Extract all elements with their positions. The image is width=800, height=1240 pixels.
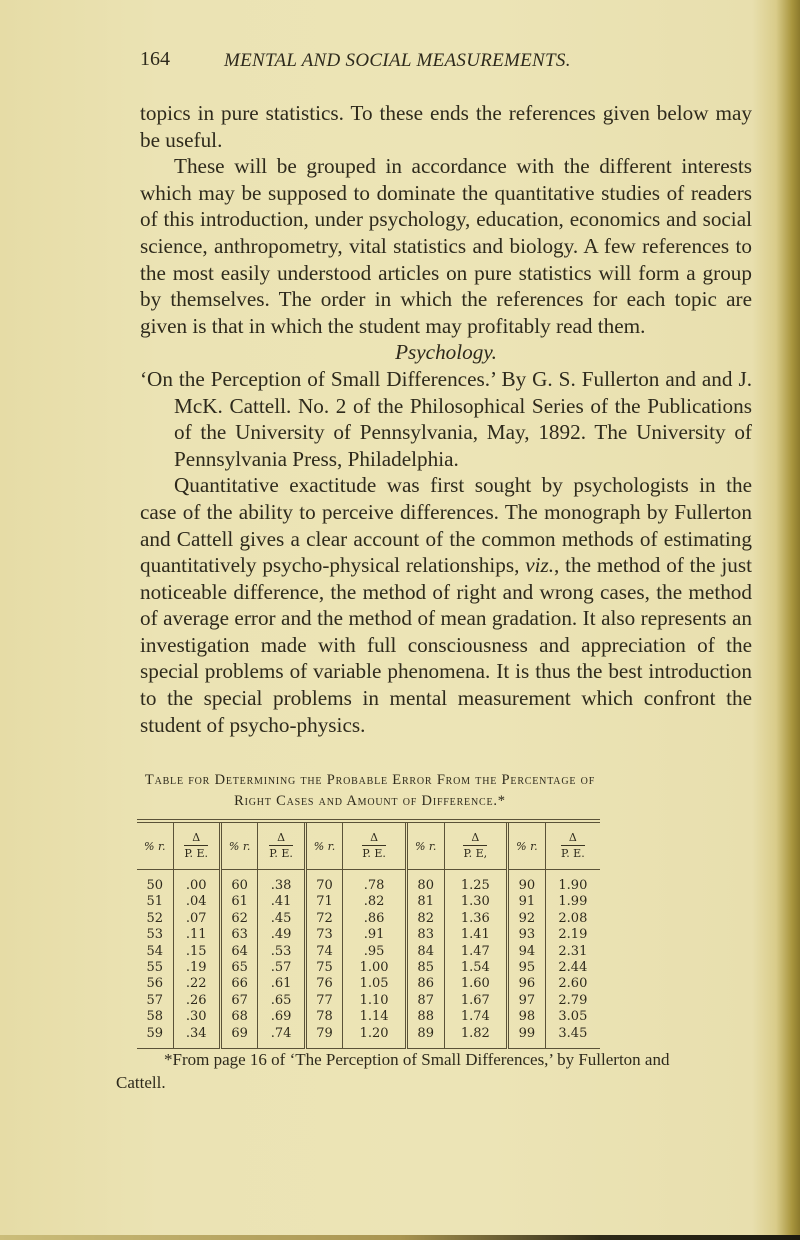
cell-percent-right: 59: [137, 1026, 173, 1049]
cell-delta-pe-ratio: .57: [258, 960, 305, 976]
cell-delta-pe-ratio: 1.54: [444, 960, 508, 976]
cell-delta-pe-ratio: .11: [173, 927, 220, 943]
cell-percent-right: 90: [508, 870, 546, 895]
cell-percent-right: 79: [305, 1026, 343, 1049]
header-delta-pe: $\frac{\Delta}{P. E.}$: [343, 823, 407, 870]
cell-delta-pe-ratio: .07: [173, 911, 220, 927]
cell-delta-pe-ratio: .69: [258, 1009, 305, 1025]
cell-percent-right: 89: [406, 1026, 444, 1049]
cell-delta-pe-ratio: 1.82: [444, 1026, 508, 1049]
cell-percent-right: 77: [305, 993, 343, 1009]
cell-delta-pe-ratio: 1.30: [444, 894, 508, 910]
cell-delta-pe-ratio: 1.60: [444, 976, 508, 992]
cell-percent-right: 52: [137, 911, 173, 927]
cell-percent-right: 98: [508, 1009, 546, 1025]
cell-delta-pe-ratio: 1.67: [444, 993, 508, 1009]
footnote: [116, 1048, 752, 1094]
footnote-continuation: Cattell.: [116, 1073, 166, 1092]
paragraph-grouping: These will be grouped in accordance with the different interests which may be supposed to dominate the quantitative studies of readers of this introduction, under psychology, education, economics and social science, anthropometry, vital statistics and biology. A few references to the most easily understood articles on pure statistics will form a group by themselves. The order in which the references for each topic are given is that in which the student may profitably read them.: [140, 154, 752, 338]
table-title-line-1: Table for Determining the Probable Error From the Percentage of: [144, 772, 596, 788]
cell-percent-right: 91: [508, 894, 546, 910]
table-row: [137, 944, 600, 960]
cell-percent-right: 56: [137, 976, 173, 992]
cell-delta-pe-ratio: .04: [173, 894, 220, 910]
cell-percent-right: 66: [220, 976, 258, 992]
cell-percent-right: 74: [305, 944, 343, 960]
cell-percent-right: 68: [220, 1009, 258, 1025]
paragraph-continuation: topics in pure statistics. To these ends the references given below may be useful.: [140, 101, 752, 152]
cell-delta-pe-ratio: .49: [258, 927, 305, 943]
table-row: [137, 1026, 600, 1049]
cell-percent-right: 72: [305, 911, 343, 927]
cell-percent-right: 82: [406, 911, 444, 927]
page-number: 164: [140, 48, 170, 70]
cell-delta-pe-ratio: 3.05: [558, 1009, 588, 1025]
cell-delta-pe-ratio: .34: [173, 1026, 220, 1049]
cell-delta-pe-ratio: 1.00: [343, 960, 407, 976]
table-title: [130, 770, 610, 812]
cell-percent-right: 57: [137, 993, 173, 1009]
header-delta-pe: $\frac{\Delta}{P. E.}$: [258, 823, 305, 870]
cell-delta-pe-ratio: 2.31: [558, 943, 588, 959]
cell-delta-pe-ratio: 1.41: [444, 927, 508, 943]
cell-percent-right: 63: [220, 927, 258, 943]
cell-percent-right: 54: [137, 944, 173, 960]
paragraph-commentary: [140, 472, 752, 738]
cell-percent-right: 55: [137, 960, 173, 976]
cell-percent-right: 67: [220, 993, 258, 1009]
header-percent-right: % r.: [406, 823, 444, 870]
cell-delta-pe-ratio: 2.79: [558, 992, 588, 1008]
cell-percent-right: 92: [508, 911, 546, 927]
cell-delta-pe-ratio: .78: [343, 870, 407, 895]
cell-delta-pe-ratio: .19: [173, 960, 220, 976]
header-delta-pe: $\frac{\Delta}{P. E.}$: [545, 823, 600, 870]
table-title-line-2: Right Cases and Amount of Difference.*: [234, 793, 506, 809]
cell-percent-right: 80: [406, 870, 444, 895]
cell-percent-right: 93: [508, 927, 546, 943]
table-row: [137, 1009, 600, 1025]
cell-percent-right: 87: [406, 993, 444, 1009]
footnote-text: *From page 16 of ‘The Perception of Small Differences,’ by Fullerton and: [164, 1050, 670, 1069]
cell-delta-pe-ratio: .38: [258, 870, 305, 895]
cell-delta-pe-ratio: .26: [173, 993, 220, 1009]
delta-symbol: Δ: [463, 831, 487, 846]
cell-percent-right: 64: [220, 944, 258, 960]
cell-percent-right: 84: [406, 944, 444, 960]
cell-delta-pe-ratio: 1.90: [558, 878, 588, 893]
running-head: [140, 48, 660, 78]
cell-delta-pe-ratio: .53: [258, 944, 305, 960]
cell-delta-pe-ratio: .86: [343, 911, 407, 927]
cell-delta-pe-ratio: .22: [173, 976, 220, 992]
cell-delta-pe-ratio: 1.10: [343, 993, 407, 1009]
header-delta-pe: $\frac{\Delta}{P. E.}$: [173, 823, 220, 870]
cell-delta-pe-ratio: 1.47: [444, 944, 508, 960]
header-percent-right: % r.: [305, 823, 343, 870]
cell-delta-pe-ratio: .41: [258, 894, 305, 910]
cell-percent-right: 99: [508, 1026, 546, 1049]
cell-percent-right: 69: [220, 1026, 258, 1049]
section-heading-psychology: Psychology.: [395, 340, 497, 365]
header-percent-right: % r.: [220, 823, 258, 870]
cell-percent-right: 53: [137, 927, 173, 943]
table-row: [137, 960, 600, 976]
cell-delta-pe-ratio: 1.99: [558, 894, 588, 910]
cell-delta-pe-ratio: 2.60: [558, 976, 588, 992]
cell-delta-pe-ratio: .61: [258, 976, 305, 992]
header-percent-right: % r.: [508, 823, 546, 870]
commentary-text-1: Quantitative exactitude was first sought by psychologists in the case of the ability to perceive differences. The monograph by Fullerton and Cattell gives a clear account of the common methods of estimating quantitatively psycho-physical relationships,: [140, 473, 752, 578]
cell-delta-pe-ratio: 2.19: [558, 927, 588, 943]
cell-percent-right: 75: [305, 960, 343, 976]
cell-percent-right: 96: [508, 976, 546, 992]
table-row: [137, 976, 600, 992]
cell-delta-pe-ratio: 1.36: [444, 911, 508, 927]
commentary-viz: viz.: [525, 553, 555, 578]
cell-percent-right: 61: [220, 894, 258, 910]
cell-percent-right: 76: [305, 976, 343, 992]
header-percent-right: % r.: [137, 823, 173, 870]
table-header-row: [137, 823, 600, 870]
commentary-text-2: , the method of the just noticeable difference, the method of right and wrong cases, the method of average error and the method of mean gradation. It also represents an investigation made with full consciousness and appreciation of the special problems of variable phenomena. It is thus the best introduction to the special problems in mental measurement which confront the student of psycho-physics.: [140, 553, 752, 737]
cell-percent-right: 73: [305, 927, 343, 943]
cell-percent-right: 97: [508, 993, 546, 1009]
page-bottom-edge: [0, 1235, 800, 1240]
cell-delta-pe-ratio: .65: [258, 993, 305, 1009]
cell-delta-pe-ratio: 2.08: [558, 910, 588, 926]
table-body: [137, 870, 600, 1049]
cell-delta-pe-ratio: .82: [343, 894, 407, 910]
delta-symbol: Δ: [561, 831, 585, 846]
cell-percent-right: 65: [220, 960, 258, 976]
cell-percent-right: 85: [406, 960, 444, 976]
table-row: [137, 911, 600, 927]
cell-delta-pe-ratio: .00: [173, 870, 220, 895]
cell-percent-right: 71: [305, 894, 343, 910]
running-title: MENTAL AND SOCIAL MEASUREMENTS.: [224, 50, 571, 71]
cell-percent-right: 60: [220, 870, 258, 895]
cell-delta-pe-ratio: .91: [343, 927, 407, 943]
cell-percent-right: 81: [406, 894, 444, 910]
table-row: [137, 927, 600, 943]
body-text-intro: [140, 100, 752, 738]
table-row: [137, 870, 600, 895]
cell-delta-pe-ratio: 1.25: [444, 870, 508, 895]
cell-delta-pe-ratio: 2.44: [558, 960, 588, 976]
probable-error-table: [137, 819, 600, 1049]
cell-percent-right: 50: [137, 870, 173, 895]
cell-percent-right: 94: [508, 944, 546, 960]
delta-symbol: Δ: [184, 831, 208, 846]
cell-delta-pe-ratio: .74: [258, 1026, 305, 1049]
cell-delta-pe-ratio: .45: [258, 911, 305, 927]
cell-percent-right: 62: [220, 911, 258, 927]
cell-delta-pe-ratio: 1.74: [444, 1009, 508, 1025]
delta-symbol: Δ: [362, 831, 386, 846]
cell-delta-pe-ratio: 1.20: [343, 1026, 407, 1049]
cell-percent-right: 51: [137, 894, 173, 910]
cell-delta-pe-ratio: .95: [343, 944, 407, 960]
cell-delta-pe-ratio: 3.45: [545, 1026, 600, 1049]
table-row: [137, 993, 600, 1009]
cell-percent-right: 83: [406, 927, 444, 943]
cell-percent-right: 58: [137, 1009, 173, 1025]
cell-percent-right: 86: [406, 976, 444, 992]
cell-delta-pe-ratio: 1.14: [343, 1009, 407, 1025]
cell-delta-pe-ratio: 1.05: [343, 976, 407, 992]
cell-percent-right: 95: [508, 960, 546, 976]
header-delta-pe: $\frac{\Delta}{P. E,}$: [444, 823, 508, 870]
cell-delta-pe-ratio: .30: [173, 1009, 220, 1025]
cell-percent-right: 88: [406, 1009, 444, 1025]
pe-table: [137, 823, 600, 1049]
delta-symbol: Δ: [269, 831, 293, 846]
cell-percent-right: 78: [305, 1009, 343, 1025]
reference-entry: ‘On the Perception of Small Differences.’ By G. S. Fullerton and and J. McK. Cattell. No. 2 of the Philosophical Series of the Publications of the University of Pennsylvania, May, 1892. The University of Pennsylvania Press, Philadelphia.: [140, 366, 752, 471]
cell-percent-right: 70: [305, 870, 343, 895]
table-row: [137, 894, 600, 910]
cell-delta-pe-ratio: .15: [173, 944, 220, 960]
